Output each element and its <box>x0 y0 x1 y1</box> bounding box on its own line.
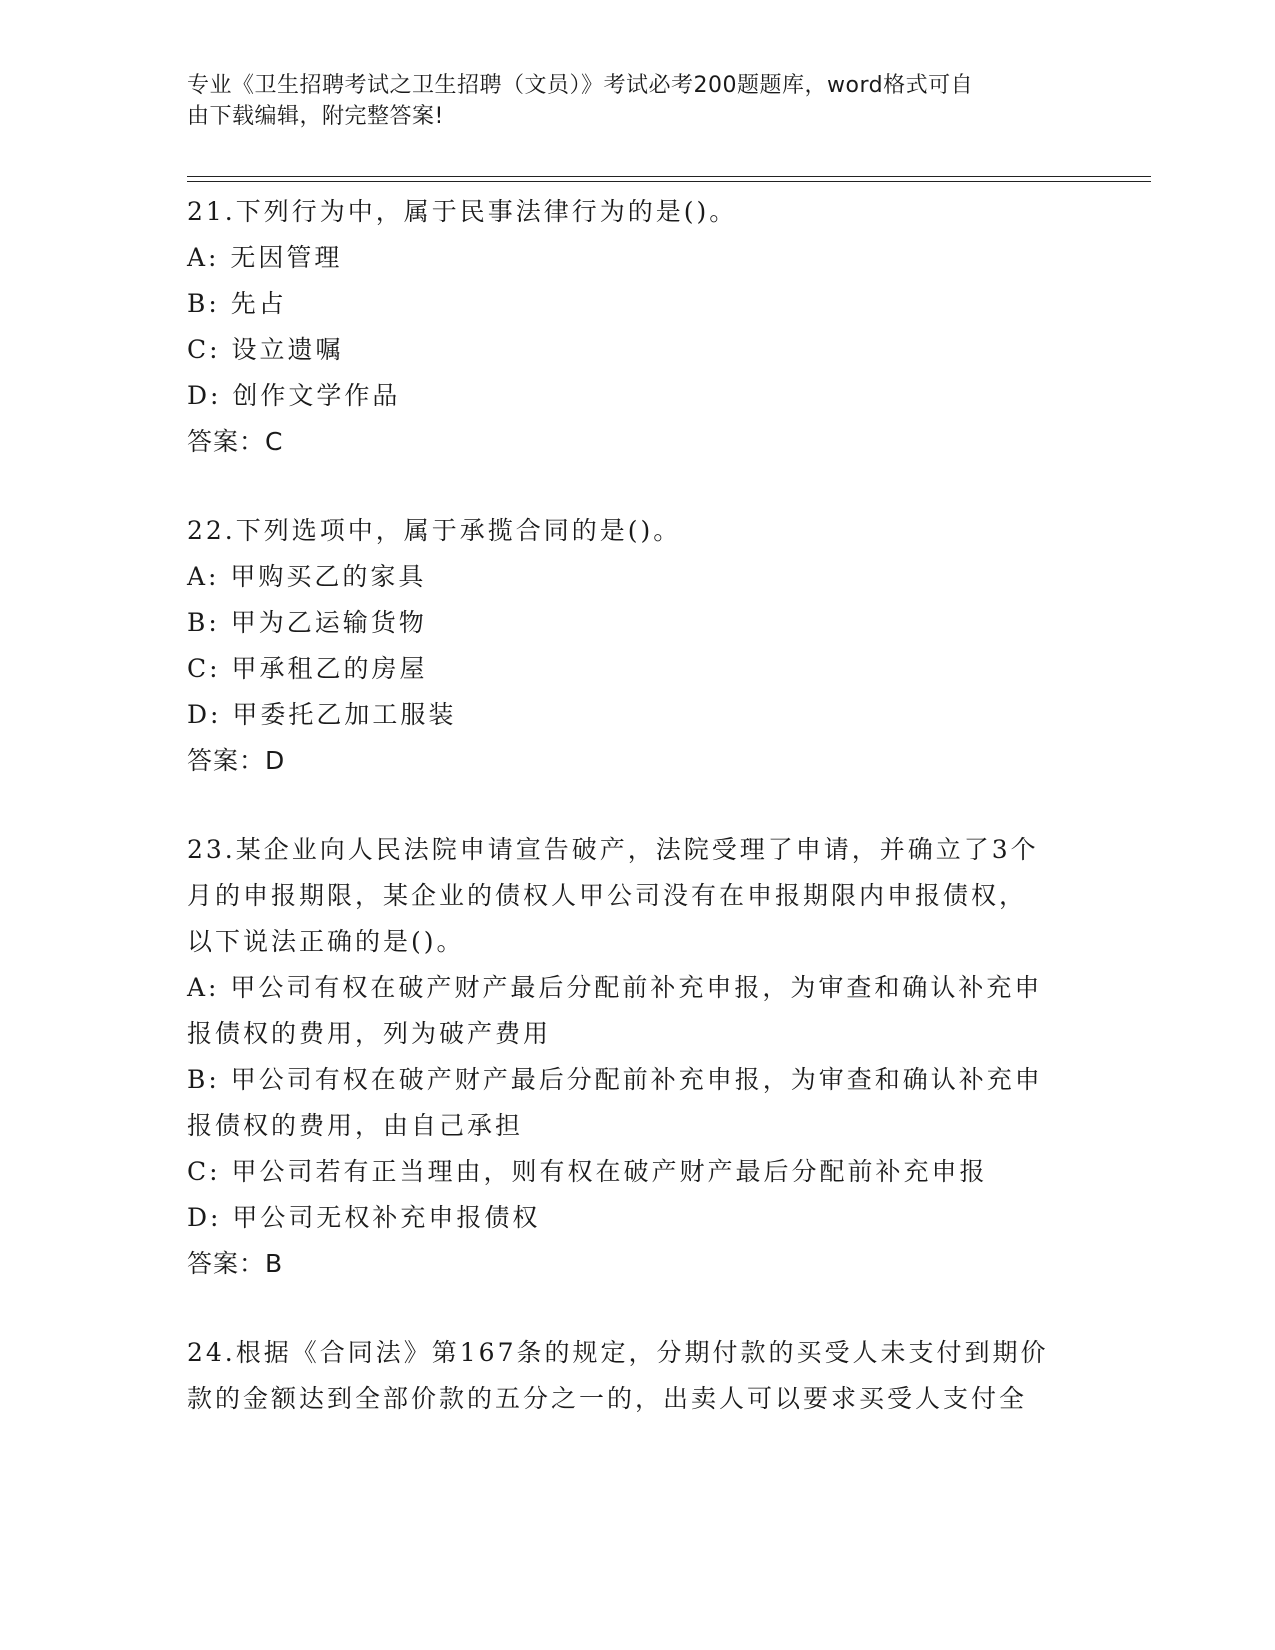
option-b-line-1: B: 甲公司有权在破产财产最后分配前补充申报，为审查和确认补充申 <box>187 1065 1043 1094</box>
answer-label: 答案：B <box>187 1249 284 1278</box>
question-stem-line-2: 月的申报期限，某企业的债权人甲公司没有在申报期限内申报债权， <box>187 881 1028 910</box>
answer-label: 答案：C <box>187 427 284 456</box>
option-a: A: 甲购买乙的家具 <box>187 562 427 591</box>
option-b-line-2: 报债权的费用，由自己承担 <box>187 1111 524 1140</box>
option-a-line-2: 报债权的费用，列为破产费用 <box>187 1019 552 1048</box>
option-a-line-1: A: 甲公司有权在破产财产最后分配前补充申报，为审查和确认补充申 <box>187 973 1043 1002</box>
question-21 <box>187 189 1087 465</box>
option-d: D: 创作文学作品 <box>187 381 401 410</box>
question-stem: 22.下列选项中，属于承揽合同的是()。 <box>187 516 682 545</box>
question-22 <box>187 508 1087 784</box>
option-c: C: 设立遗嘱 <box>187 335 344 364</box>
question-24 <box>187 1330 1087 1422</box>
answer-label: 答案：D <box>187 746 286 775</box>
option-d: D: 甲公司无权补充申报债权 <box>187 1203 541 1232</box>
option-a: A: 无因管理 <box>187 243 343 272</box>
question-stem-line-3: 以下说法正确的是()。 <box>187 927 465 956</box>
option-b: B: 先占 <box>187 289 287 318</box>
question-stem: 21.下列行为中，属于民事法律行为的是()。 <box>187 197 738 226</box>
question-23 <box>187 827 1087 1287</box>
option-d: D: 甲委托乙加工服装 <box>187 700 457 729</box>
question-stem-line-2: 款的金额达到全部价款的五分之一的，出卖人可以要求买受人支付全 <box>187 1384 1028 1413</box>
question-stem-line-1: 24.根据《合同法》第167条的规定，分期付款的买受人未支付到期价 <box>187 1338 1049 1367</box>
header-title-line-1: 专业《卫生招聘考试之卫生招聘（文员）》考试必考200题题库，word格式可自 <box>187 73 974 98</box>
question-stem-line-1: 23.某企业向人民法院申请宣告破产，法院受理了申请，并确立了3个 <box>187 835 1039 864</box>
header-title-line-2: 由下载编辑，附完整答案! <box>187 104 444 129</box>
option-b: B: 甲为乙运输货物 <box>187 608 427 637</box>
option-c: C: 甲公司若有正当理由，则有权在破产财产最后分配前补充申报 <box>187 1157 988 1186</box>
option-c: C: 甲承租乙的房屋 <box>187 654 428 683</box>
document-header <box>187 70 1067 132</box>
header-divider <box>187 176 1151 182</box>
